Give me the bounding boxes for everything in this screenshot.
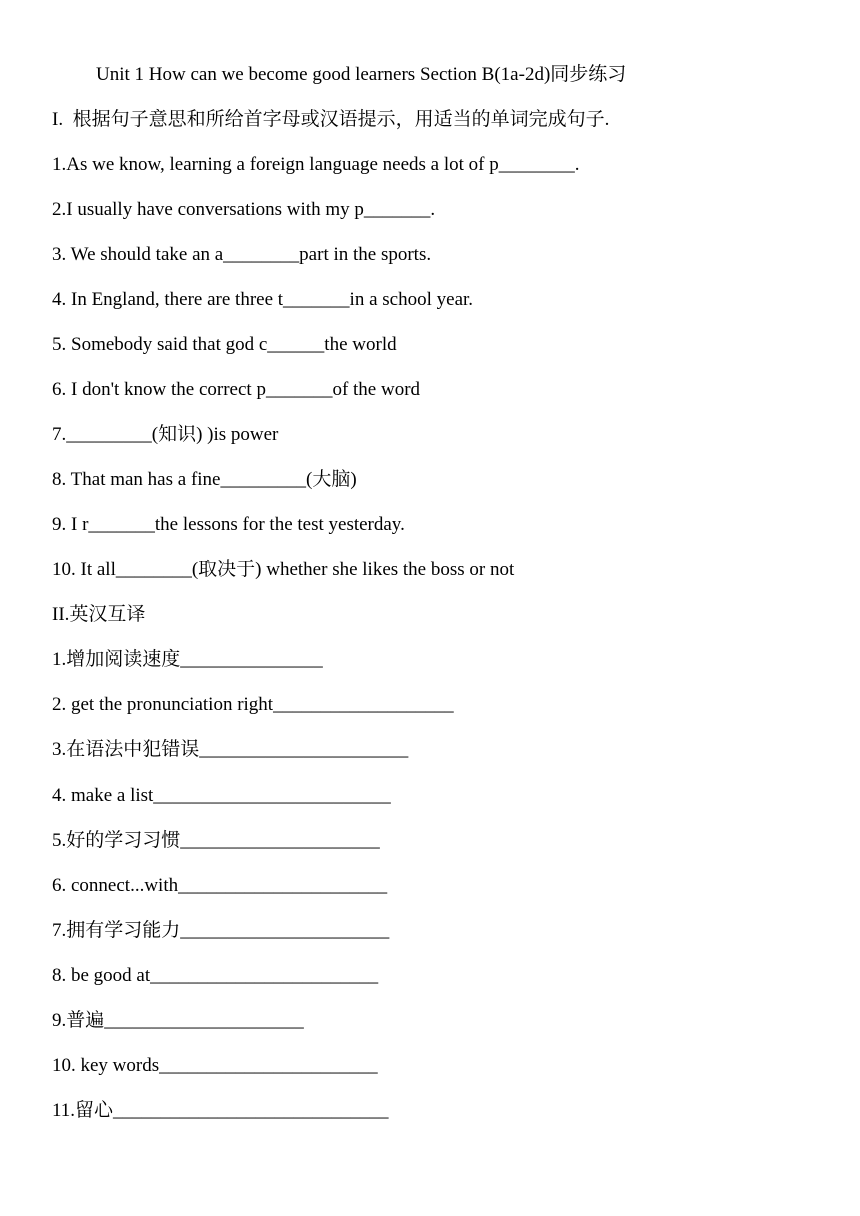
section-2-item-2: 2. get the pronunciation right___________________ <box>52 694 454 715</box>
section-2-item-11: 11.留心_____________________________ <box>52 1100 389 1121</box>
section-2-item-7: 7.拥有学习能力______________________ <box>52 920 390 941</box>
section-2-item-4: 4. make a list_________________________ <box>52 785 391 806</box>
section-1-item-7: 7._________(知识) )is power <box>52 424 279 445</box>
section-1-item-9: 9. I r_______the lessons for the test yesterday. <box>52 514 405 535</box>
section-1-item-5: 5. Somebody said that god c______the world <box>52 334 397 355</box>
worksheet-title: Unit 1 How can we become good learners Section B(1a-2d)同步练习 <box>96 64 627 85</box>
section-1-item-6: 6. I don't know the correct p_______of the word <box>52 379 421 400</box>
section-2-item-6: 6. connect...with______________________ <box>52 875 388 896</box>
section-2-heading: II.英汉互译 <box>52 604 146 625</box>
section-1-item-1: 1.As we know, learning a foreign language needs a lot of p________. <box>52 154 580 175</box>
section-1-item-10: 10. It all________(取决于) whether she likes the boss or not <box>52 559 515 580</box>
section-2-item-8: 8. be good at________________________ <box>52 965 379 986</box>
section-1-item-3: 3. We should take an a________part in the sports. <box>52 244 432 265</box>
section-2-item-5: 5.好的学习习惯_____________________ <box>52 830 380 851</box>
section-2-item-9: 9.普遍_____________________ <box>52 1010 304 1031</box>
section-1-heading: I. 根据句子意思和所给首字母或汉语提示，用适当的单词完成句子. <box>52 109 610 130</box>
section-1-item-4: 4. In England, there are three t_______in a school year. <box>52 289 474 310</box>
section-2-item-1: 1.增加阅读速度_______________ <box>52 649 323 670</box>
section-1-item-8: 8. That man has a fine_________(大脑) <box>52 469 357 490</box>
section-2-item-3: 3.在语法中犯错误______________________ <box>52 739 409 760</box>
section-1-item-2: 2.I usually have conversations with my p_______. <box>52 199 436 220</box>
section-2-item-10: 10. key words_______________________ <box>52 1055 378 1076</box>
